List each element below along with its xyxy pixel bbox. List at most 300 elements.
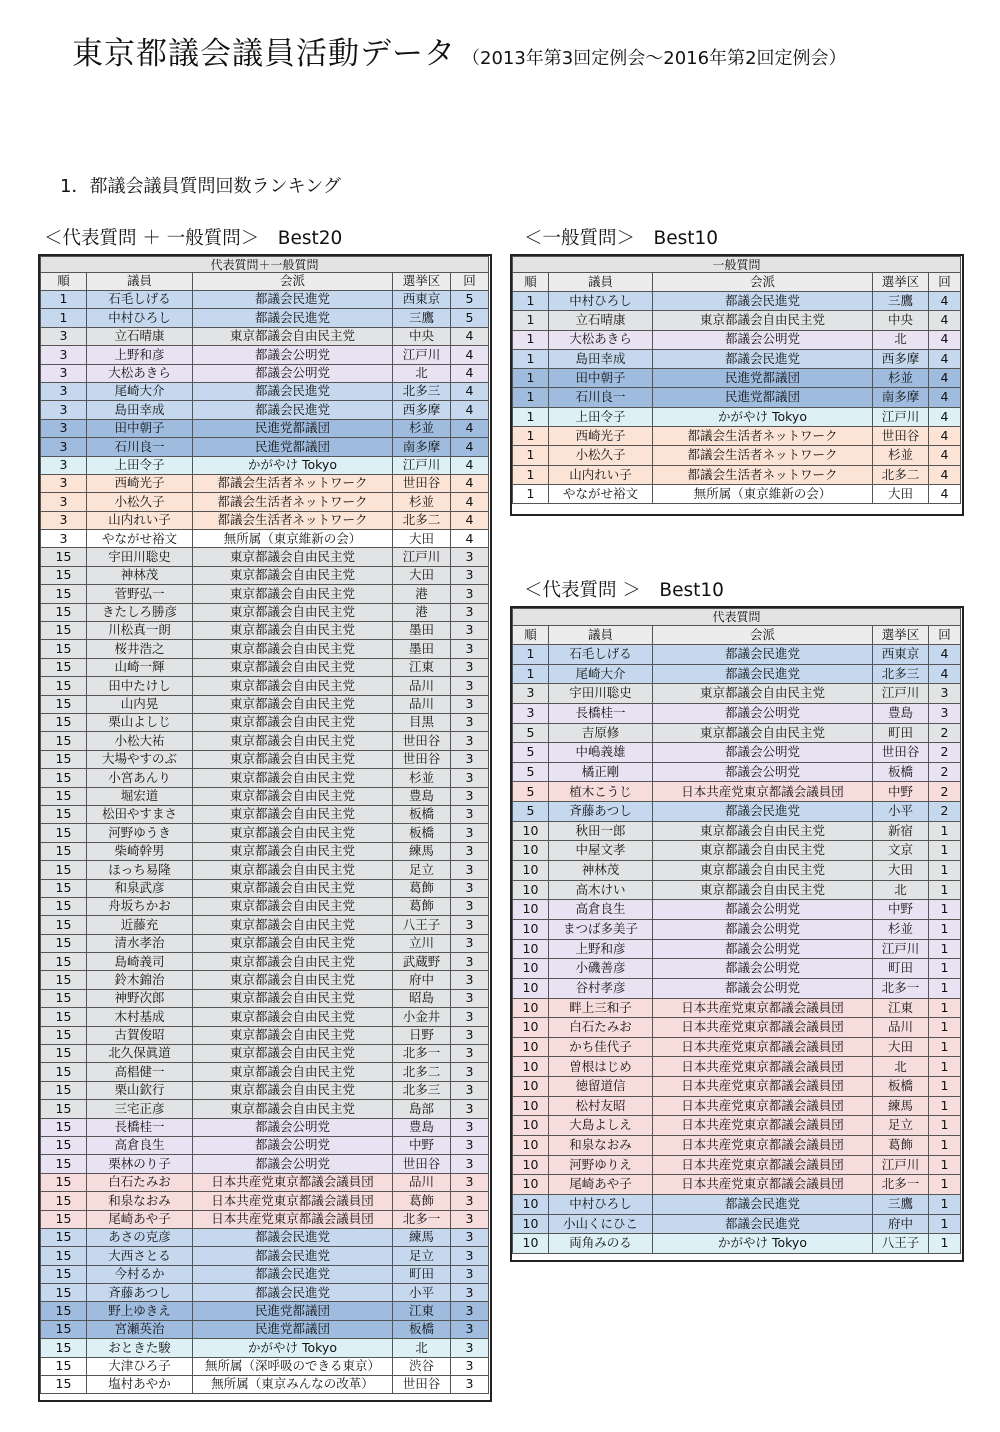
name-cell: おときた駿 [87,1339,193,1357]
rank-cell: 15 [41,622,87,640]
table-row [513,998,961,1018]
header-count: 回 [929,626,961,645]
district-cell: 三鷹 [873,292,929,311]
count-cell: 3 [451,695,489,713]
faction-cell: 東京都議会自由民主党 [193,1026,393,1044]
name-cell: 尾崎大介 [87,382,193,400]
rank-cell: 10 [513,1116,549,1136]
ranking-table-representative [512,608,961,1254]
faction-cell: 都議会公明党 [193,1136,393,1154]
district-cell: 小平 [393,1284,451,1302]
rank-cell: 3 [41,530,87,548]
district-cell: 三鷹 [873,1194,929,1214]
count-cell: 3 [451,1118,489,1136]
count-cell: 1 [929,1077,961,1097]
rank-cell: 3 [41,401,87,419]
district-cell: 墨田 [393,640,451,658]
faction-cell: 東京都議会自由民主党 [193,1063,393,1081]
name-cell: 和泉なおみ [87,1192,193,1210]
name-cell: 和泉武彦 [87,879,193,897]
count-cell: 1 [929,959,961,979]
table-row [41,1320,489,1338]
faction-cell: 東京都議会自由民主党 [193,1008,393,1026]
count-cell: 1 [929,1175,961,1195]
table-caption-row [513,257,961,273]
table-caption-row [513,609,961,626]
district-cell: 江戸川 [393,346,451,364]
page-title [72,28,847,73]
table-row [41,750,489,768]
faction-cell: 都議会民進党 [193,1228,393,1246]
rank-cell: 10 [513,861,549,881]
name-cell: 中屋文孝 [549,841,653,861]
table-row [41,474,489,492]
table-row [41,805,489,823]
count-cell: 1 [929,900,961,920]
name-cell: 山内晃 [87,695,193,713]
name-cell: 両角みのる [549,1234,653,1254]
rank-cell: 10 [513,1037,549,1057]
table-row [41,493,489,511]
rank-cell: 15 [41,1265,87,1283]
rank-cell: 15 [41,677,87,695]
district-cell: 大田 [393,566,451,584]
name-cell: 栗山欽行 [87,1081,193,1099]
district-cell: 世田谷 [393,732,451,750]
rank-cell: 3 [41,419,87,437]
name-cell: きたしろ勝彦 [87,603,193,621]
count-cell: 4 [929,484,961,503]
district-cell: 江東 [873,998,929,1018]
table-row [513,959,961,979]
title-main: 東京都議会議員活動データ [72,36,456,72]
name-cell: 柴崎幹男 [87,842,193,860]
rank-cell: 15 [41,732,87,750]
table-row [513,311,961,330]
faction-cell: 東京都議会自由民主党 [653,684,873,704]
district-cell: 町田 [393,1265,451,1283]
count-cell: 3 [451,658,489,676]
count-cell: 4 [451,438,489,456]
count-cell: 4 [451,456,489,474]
count-cell: 2 [929,802,961,822]
table-row [513,349,961,368]
table-row [41,1339,489,1357]
table-row [41,419,489,437]
rank-cell: 15 [41,1155,87,1173]
name-cell: 石毛しげる [549,645,653,665]
table-row [41,769,489,787]
count-cell: 3 [451,805,489,823]
district-cell: 北 [873,330,929,349]
count-cell: 3 [451,989,489,1007]
district-cell: 江東 [393,658,451,676]
faction-cell: 東京都議会自由民主党 [193,677,393,695]
name-cell: 曽根はじめ [549,1057,653,1077]
rank-cell: 15 [41,566,87,584]
table-row [41,1100,489,1118]
table-row [41,1045,489,1063]
table-row [41,1302,489,1320]
faction-cell: 民進党都議団 [193,1320,393,1338]
district-cell: 江戸川 [393,548,451,566]
rank-cell: 3 [41,438,87,456]
faction-cell: 都議会生活者ネットワーク [653,465,873,484]
faction-cell: 都議会民進党 [653,664,873,684]
count-cell: 3 [451,842,489,860]
district-cell: 板橋 [873,1077,929,1097]
table-row [41,364,489,382]
faction-cell: 東京都議会自由民主党 [193,842,393,860]
table-row [513,1175,961,1195]
name-cell: 古賀俊昭 [87,1026,193,1044]
count-cell: 3 [451,677,489,695]
name-cell: 石川良一 [549,388,653,407]
name-cell: 宮瀬英治 [87,1320,193,1338]
faction-cell: 都議会公明党 [193,1155,393,1173]
count-cell: 3 [451,548,489,566]
table-row [513,1214,961,1234]
table-row [513,484,961,503]
count-cell: 4 [451,511,489,529]
faction-cell: 東京都議会自由民主党 [193,989,393,1007]
count-cell: 3 [451,787,489,805]
count-cell: 3 [451,713,489,731]
count-cell: 2 [929,782,961,802]
faction-cell: 都議会公明党 [653,703,873,723]
name-cell: かち佳代子 [549,1037,653,1057]
rank-cell: 15 [41,713,87,731]
count-cell: 4 [929,349,961,368]
count-cell: 3 [451,1320,489,1338]
table-caption-row [41,257,489,273]
rank-cell: 15 [41,861,87,879]
name-cell: 菅野弘一 [87,585,193,603]
rank-cell: 15 [41,1118,87,1136]
table-heading-combined: ＜代表質問 ＋ 一般質問＞ Best20 [44,228,343,249]
section-title: 1．都議会議員質問回数ランキング [60,176,341,197]
rank-cell: 1 [41,291,87,309]
count-cell: 3 [451,566,489,584]
district-cell: 中野 [873,782,929,802]
district-cell: 杉並 [873,446,929,465]
rank-cell: 10 [513,1155,549,1175]
faction-cell: 都議会民進党 [193,1247,393,1265]
name-cell: ほっち易隆 [87,861,193,879]
rank-cell: 1 [513,446,549,465]
table-row [41,1026,489,1044]
name-cell: 高椙健一 [87,1063,193,1081]
faction-cell: 東京都議会自由民主党 [193,658,393,676]
rank-cell: 3 [41,327,87,345]
count-cell: 4 [451,401,489,419]
faction-cell: 都議会公明党 [193,1118,393,1136]
table-row [41,1357,489,1375]
district-cell: 府中 [873,1214,929,1234]
rank-cell: 5 [513,743,549,763]
count-cell: 1 [929,1057,961,1077]
name-cell: 石毛しげる [87,291,193,309]
rank-cell: 15 [41,603,87,621]
table-row [513,645,961,665]
faction-cell: 都議会民進党 [193,309,393,327]
district-cell: 南多摩 [873,388,929,407]
count-cell: 1 [929,1136,961,1156]
faction-cell: 東京都議会自由民主党 [193,953,393,971]
faction-cell: 東京都議会自由民主党 [193,640,393,658]
district-cell: 品川 [393,677,451,695]
count-cell: 3 [451,934,489,952]
rank-cell: 15 [41,1063,87,1081]
district-cell: 北多二 [393,511,451,529]
rank-cell: 15 [41,824,87,842]
name-cell: 中村ひろし [87,309,193,327]
name-cell: 田中たけし [87,677,193,695]
district-cell: 足立 [393,1247,451,1265]
faction-cell: 東京都議会自由民主党 [193,769,393,787]
name-cell: 尾崎大介 [549,664,653,684]
district-cell: 板橋 [873,762,929,782]
count-cell: 3 [451,1284,489,1302]
rank-cell: 1 [513,407,549,426]
count-cell: 4 [451,474,489,492]
district-cell: 練馬 [393,1228,451,1246]
name-cell: 小松大祐 [87,732,193,750]
name-cell: 上田令子 [549,407,653,426]
table-heading-representative: ＜代表質問 ＞ Best10 [524,580,724,601]
district-cell: 豊島 [393,787,451,805]
rank-cell: 10 [513,1077,549,1097]
rank-cell: 10 [513,821,549,841]
faction-cell: 東京都議会自由民主党 [193,327,393,345]
rank-cell: 10 [513,939,549,959]
name-cell: 中嶋義雄 [549,743,653,763]
name-cell: 植木こうじ [549,782,653,802]
header-name: 議員 [549,273,653,292]
district-cell: 新宿 [873,821,929,841]
district-cell: 八王子 [393,916,451,934]
count-cell: 1 [929,939,961,959]
faction-cell: 都議会公明党 [653,919,873,939]
count-cell: 3 [451,1376,489,1394]
count-cell: 3 [451,1063,489,1081]
faction-cell: 東京都議会自由民主党 [193,824,393,842]
faction-cell: 民進党都議団 [193,1302,393,1320]
faction-cell: 東京都議会自由民主党 [193,879,393,897]
district-cell: 大田 [393,530,451,548]
count-cell: 3 [451,1136,489,1154]
rank-cell: 10 [513,1175,549,1195]
count-cell: 5 [451,291,489,309]
table-row [41,879,489,897]
district-cell: 葛飾 [393,879,451,897]
count-cell: 4 [451,364,489,382]
table-row [41,1063,489,1081]
count-cell: 3 [451,1357,489,1375]
rank-cell: 15 [41,548,87,566]
table-row [41,787,489,805]
header-count: 回 [451,273,489,291]
table-row [41,622,489,640]
count-cell: 1 [929,919,961,939]
header-faction: 会派 [653,273,873,292]
district-cell: 世田谷 [873,427,929,446]
district-cell: 杉並 [393,493,451,511]
rank-cell: 15 [41,1357,87,1375]
rank-cell: 3 [41,364,87,382]
district-cell: 北 [873,880,929,900]
district-cell: 文京 [873,841,929,861]
count-cell: 3 [451,1026,489,1044]
rank-cell: 15 [41,1320,87,1338]
count-cell: 3 [451,1155,489,1173]
rank-cell: 15 [41,1192,87,1210]
rank-cell: 15 [41,769,87,787]
district-cell: 小平 [873,802,929,822]
count-cell: 3 [451,1192,489,1210]
faction-cell: 東京都議会自由民主党 [193,934,393,952]
rank-cell: 15 [41,787,87,805]
name-cell: 橘正剛 [549,762,653,782]
rank-cell: 15 [41,1339,87,1357]
faction-cell: 都議会民進党 [653,645,873,665]
name-cell: 田中朝子 [87,419,193,437]
rank-cell: 5 [513,782,549,802]
district-cell: 北 [873,1057,929,1077]
faction-cell: 都議会公明党 [653,959,873,979]
count-cell: 1 [929,841,961,861]
table-row [41,640,489,658]
name-cell: 長橋桂一 [549,703,653,723]
count-cell: 4 [929,330,961,349]
count-cell: 3 [451,1247,489,1265]
name-cell: 清水孝治 [87,934,193,952]
count-cell: 1 [929,1214,961,1234]
count-cell: 1 [929,1096,961,1116]
count-cell: 3 [451,750,489,768]
name-cell: 中村ひろし [549,292,653,311]
faction-cell: 日本共産党東京都議会議員団 [653,1018,873,1038]
count-cell: 1 [929,978,961,998]
faction-cell: 東京都議会自由民主党 [193,695,393,713]
faction-cell: 無所属（東京維新の会） [193,530,393,548]
faction-cell: 日本共産党東京都議会議員団 [193,1210,393,1228]
name-cell: 今村るか [87,1265,193,1283]
district-cell: 北多一 [393,1045,451,1063]
district-cell: 渋谷 [393,1357,451,1375]
district-cell: 港 [393,585,451,603]
count-cell: 3 [451,1339,489,1357]
rank-cell: 15 [41,1100,87,1118]
rank-cell: 15 [41,640,87,658]
table-row [41,989,489,1007]
table-row [513,1037,961,1057]
table-row [41,861,489,879]
name-cell: 栗山よしじ [87,713,193,731]
rank-cell: 3 [513,684,549,704]
rank-cell: 3 [41,511,87,529]
district-cell: 三鷹 [393,309,451,327]
count-cell: 1 [929,1155,961,1175]
count-cell: 1 [929,821,961,841]
table-row [41,456,489,474]
table-row [41,382,489,400]
faction-cell: 民進党都議団 [193,438,393,456]
faction-cell: 東京都議会自由民主党 [653,880,873,900]
name-cell: 大西さとる [87,1247,193,1265]
faction-cell: 日本共産党東京都議会議員団 [653,1037,873,1057]
name-cell: 高倉良生 [87,1136,193,1154]
faction-cell: 都議会生活者ネットワーク [193,493,393,511]
name-cell: やながせ裕文 [87,530,193,548]
district-cell: 江戸川 [873,684,929,704]
rank-cell: 1 [513,465,549,484]
name-cell: 三宅正彦 [87,1100,193,1118]
faction-cell: 都議会民進党 [653,1194,873,1214]
rank-cell: 3 [513,703,549,723]
table-row [513,427,961,446]
district-cell: 世田谷 [873,743,929,763]
table-caption: 代表質問 [513,609,961,626]
faction-cell: 東京都議会自由民主党 [193,713,393,731]
table-row [41,953,489,971]
district-cell: 江戸川 [873,939,929,959]
table-header-row [513,273,961,292]
count-cell: 4 [929,446,961,465]
table-row [513,446,961,465]
name-cell: 上田令子 [87,456,193,474]
faction-cell: 日本共産党東京都議会議員団 [653,1155,873,1175]
district-cell: 中央 [873,311,929,330]
table-caption: 一般質問 [513,257,961,273]
rank-cell: 10 [513,1018,549,1038]
table-row [513,802,961,822]
count-cell: 3 [451,1265,489,1283]
table-row [513,782,961,802]
district-cell: 北多一 [873,978,929,998]
header-rank: 順 [41,273,87,291]
faction-cell: かがやけ Tokyo [193,1339,393,1357]
faction-cell: 都議会民進党 [193,291,393,309]
header-district: 選挙区 [873,273,929,292]
district-cell: 北多三 [393,382,451,400]
rank-cell: 3 [41,474,87,492]
faction-cell: 東京都議会自由民主党 [653,841,873,861]
faction-cell: 都議会公明党 [193,364,393,382]
rank-cell: 15 [41,1081,87,1099]
table-row [41,603,489,621]
faction-cell: 都議会生活者ネットワーク [653,446,873,465]
district-cell: 板橋 [393,805,451,823]
rank-cell: 5 [513,762,549,782]
table-row [513,684,961,704]
table-row [41,1210,489,1228]
count-cell: 5 [451,309,489,327]
table-row [513,723,961,743]
faction-cell: 都議会公明党 [653,939,873,959]
faction-cell: 都議会民進党 [653,292,873,311]
table-row [513,919,961,939]
name-cell: 立石晴康 [87,327,193,345]
count-cell: 3 [451,603,489,621]
faction-cell: 日本共産党東京都議会議員団 [653,1057,873,1077]
name-cell: 白石たみお [549,1018,653,1038]
district-cell: 北多一 [873,1175,929,1195]
table-row [513,1018,961,1038]
faction-cell: 都議会民進党 [653,1214,873,1234]
rank-cell: 15 [41,1026,87,1044]
count-cell: 3 [451,861,489,879]
